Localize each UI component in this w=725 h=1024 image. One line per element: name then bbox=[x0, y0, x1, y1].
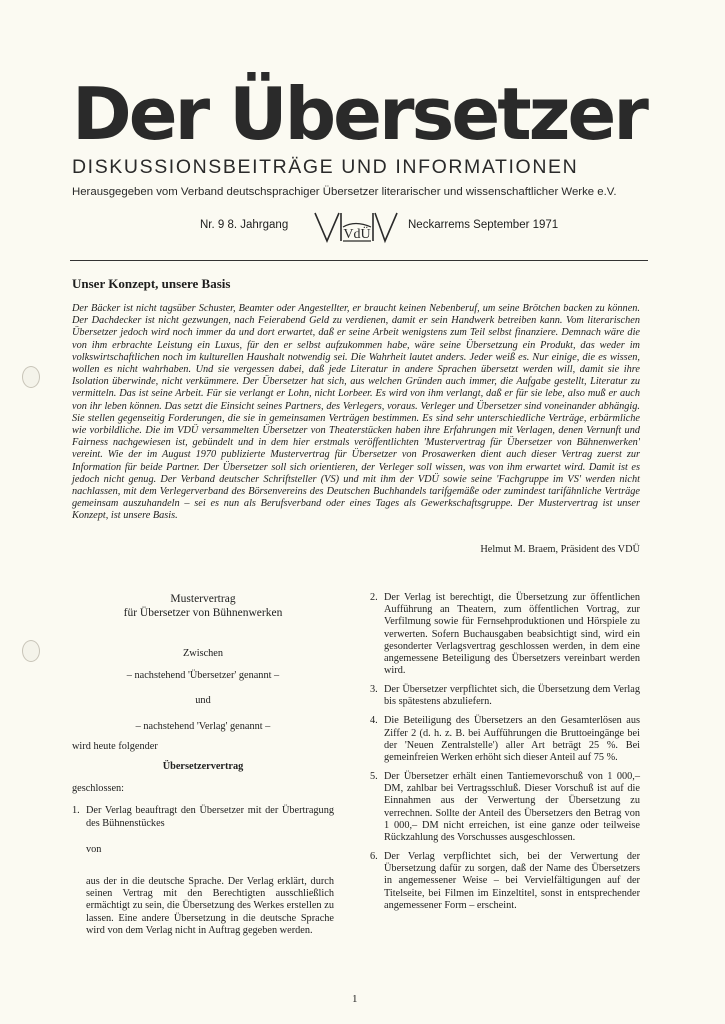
clause-number: 2. bbox=[370, 592, 378, 603]
publisher-line: Herausgegeben vom Verband deutschsprachiger Übersetzer literarischer und wissenschaftlicher Werke e.V. bbox=[72, 186, 617, 198]
clause-1-continued: aus der in die deutsche Sprache. Der Verlag erklärt, durch seinen Vertrag mit den Berechtigten ausschließlich ermächtigt zu sein, die Übersetzung des Werkes erstellen zu lassen. Eine andere Übersetzung in die deutsche Sprache wird von dem Verlag nicht in Auftrag gegeben werden. bbox=[86, 876, 334, 936]
contract-and: und bbox=[195, 695, 211, 707]
contract-name: Übersetzervertrag bbox=[162, 761, 244, 773]
clause-1 bbox=[72, 805, 334, 829]
contract-publisher-party: – nachstehend 'Verlag' genannt – bbox=[135, 720, 271, 732]
contract-right-column bbox=[370, 592, 640, 919]
clause-1-text: Der Verlag beauftragt den Übersetzer mit der Übertragung des Bühnenstückes bbox=[86, 805, 334, 829]
clause-number: 4. bbox=[370, 715, 378, 727]
issue-number: Nr. 9 8. Jahrgang bbox=[200, 219, 289, 231]
logo-text: VdÜ bbox=[343, 227, 371, 242]
clause-5 bbox=[370, 771, 640, 844]
clause-1-from: von bbox=[86, 843, 102, 855]
header-rule bbox=[70, 260, 648, 261]
clause-number: 3. bbox=[370, 684, 378, 696]
clause-list-right bbox=[370, 592, 640, 912]
clause-text: Die Beteiligung des Übersetzers an den Gesamterlösen aus Ziffer 2 (d. h. z. B. bei Aufführungen die Bruttoeingänge bei der 'Neuen Zentralstelle') aller Art beträgt 25 %. Bei gemeinfreien Werken erhöht sich dieser Anteil auf 75 %. bbox=[384, 715, 640, 764]
contract-concluded: geschlossen: bbox=[72, 783, 125, 795]
clause-list-left bbox=[72, 805, 334, 829]
clause-2 bbox=[370, 592, 640, 677]
article-signature: Helmut M. Braem, Präsident des VDÜ bbox=[480, 544, 640, 555]
contract-title-1: Mustervertrag bbox=[170, 593, 236, 605]
punch-hole-upper bbox=[22, 366, 40, 388]
contract-preamble: wird heute folgender bbox=[72, 740, 158, 752]
clause-text: Der Verlag verpflichtet sich, bei der Verwertung der Übersetzung dafür zu sorgen, daß der Name des Übersetzers in angemessener Weise – bei Vervielfältigungen auf der Titelseite, bei Filmen im Einzeltitel, sonst in entsprechender angemessener Form – erscheint. bbox=[384, 851, 640, 911]
article-body: Der Bäcker ist nicht tagsüber Schuster, Beamter oder Angestellter, er braucht keinen Nebenberuf, um seine Brötchen backen zu können. Der Dachdecker ist nicht gezwungen, nach Feierabend Geld zu verdienen, damit er sein Handwerk betreiben kann. Vom literarischen Übersetzer jedoch wird noch immer da und dort erwartet, daß er seine Arbeit wenigstens zum Teil selbst finanziere. Demnach wäre die von ihm erbrachte Leistung ein Luxus, für den er selbst aufzukommen habe, wäre seine Übersetzung ein Produkt, das weder im volkswirtschaftlichen noch im kulturellen Haushalt notwendig sei. Die Wahrheit lautet anders. Jeder weiß es. Nur einige, die es wissen, wollen es nicht wahrhaben. Und sie vergessen dabei, daß jede Literatur in andere Sprachen übersetzt werden will, damit sie ihre Isolation überwinde, nicht verkümmere. Der Übersetzer hat sich, aus welchen Gründen auch immer, die Aufgabe gestellt, Literatur zu vermitteln. Das ist seine Arbeit. Für sie verlangt er Lohn, nicht Lorbeer. Es wird von ihm verlangt, daß er für sie lebe, also muß er auch von ihr leben können. Das setzt die Einsicht seines Partners, des Verlegers, voraus. Verleger und Übersetzer sind voneinander abhängig. Sie stellen gegenseitig Forderungen, die sie in gemeinsamen Verträgen bestimmen. Es sind sehr unterschiedliche Verträge, erbärmliche wie vorbildliche. Die im VDÜ versammelten Übersetzer von Theaterstücken haben ihre Erfahrungen mit Verlagen, denen Vernunft und Fairness nachgewiesen ist, gebündelt und in dem hier erstmals veröffentlichten 'Mustervertrag für Übersetzer von Bühnenwerken' vereint. Wie der im August 1970 publizierte Mustervertrag für Übersetzer von Prosawerken dient auch dieser Vertrag zuerst zur Information für beide Partner. Der Übersetzer soll sich orientieren, der Verleger soll wissen, was von ihm erwartet wird. Damit ist es jedoch nicht genug. Der Verband deutscher Schriftsteller (VS) und mit ihm der VDÜ sowie seine 'Fachgruppe im VS' werden nicht nachlassen, mit dem Verlegerverband des Börsenvereins des Deutschen Buchhandels tarifgemäße oder zumindest tarifähnliche Verträge gemeinsam auszuhandeln – sei es nun als Berufsverband oder eines Tages als Gewerkschaftsgruppe. Der Mustervertrag ist unser Konzept, ist unsere Basis. bbox=[72, 303, 640, 522]
clause-1-number: 1. bbox=[72, 805, 80, 817]
issue-place-date: Neckarrems September 1971 bbox=[408, 219, 559, 231]
clause-number: 6. bbox=[370, 851, 378, 863]
masthead-subtitle: DISKUSSIONSBEITRÄGE UND INFORMATIONEN bbox=[72, 156, 579, 178]
clause-4 bbox=[370, 715, 640, 764]
contract-translator-party: – nachstehend 'Übersetzer' genannt – bbox=[126, 670, 280, 682]
clause-text: Der Verlag ist berechtigt, die Übersetzung zur öffentlichen Aufführung an Theatern, zum öffentlichen Vortrag, zur Verfilmung sowie für Fernsehproduktionen und Hörspiele zu verwerten. Sofern Buchausgaben beabsichtigt sind, wird ein gesonderter Verlagsvertrag geschlossen werden, in dem eine angemessene Beteiligung des Übersetzers vereinbart werden wird. bbox=[384, 592, 640, 677]
article-heading: Unser Konzept, unsere Basis bbox=[72, 276, 231, 291]
clause-3 bbox=[370, 684, 640, 708]
clause-number: 5. bbox=[370, 771, 378, 783]
punch-hole-lower bbox=[22, 640, 40, 662]
clause-text: Der Übersetzer verpflichtet sich, die Übersetzung dem Verlag bis spätestens abzuliefern. bbox=[384, 684, 640, 708]
page-number: 1 bbox=[352, 993, 358, 1005]
masthead-title: Der Übersetzer bbox=[72, 72, 646, 156]
contract-title-2: für Übersetzer von Bühnenwerken bbox=[123, 607, 283, 619]
contract-between: Zwischen bbox=[182, 648, 224, 659]
clause-6 bbox=[370, 851, 640, 912]
contract-left-column bbox=[72, 592, 334, 937]
clause-text: Der Übersetzer erhält einen Tantiemevorschuß von 1 000,– DM, zahlbar bei Vertragsschluß. Dieser Vorschuß ist auf die Einnahmen aus der Verwertung der Übersetzung zu verrechnen. Sollte der Anteil des Übersetzers den Betrag von 1 000,– DM nicht erreichen, ist eine ganze oder teilweise Rückzahlung des Vorschusses ausgeschlossen. bbox=[384, 771, 640, 844]
vdue-logo bbox=[313, 210, 399, 244]
